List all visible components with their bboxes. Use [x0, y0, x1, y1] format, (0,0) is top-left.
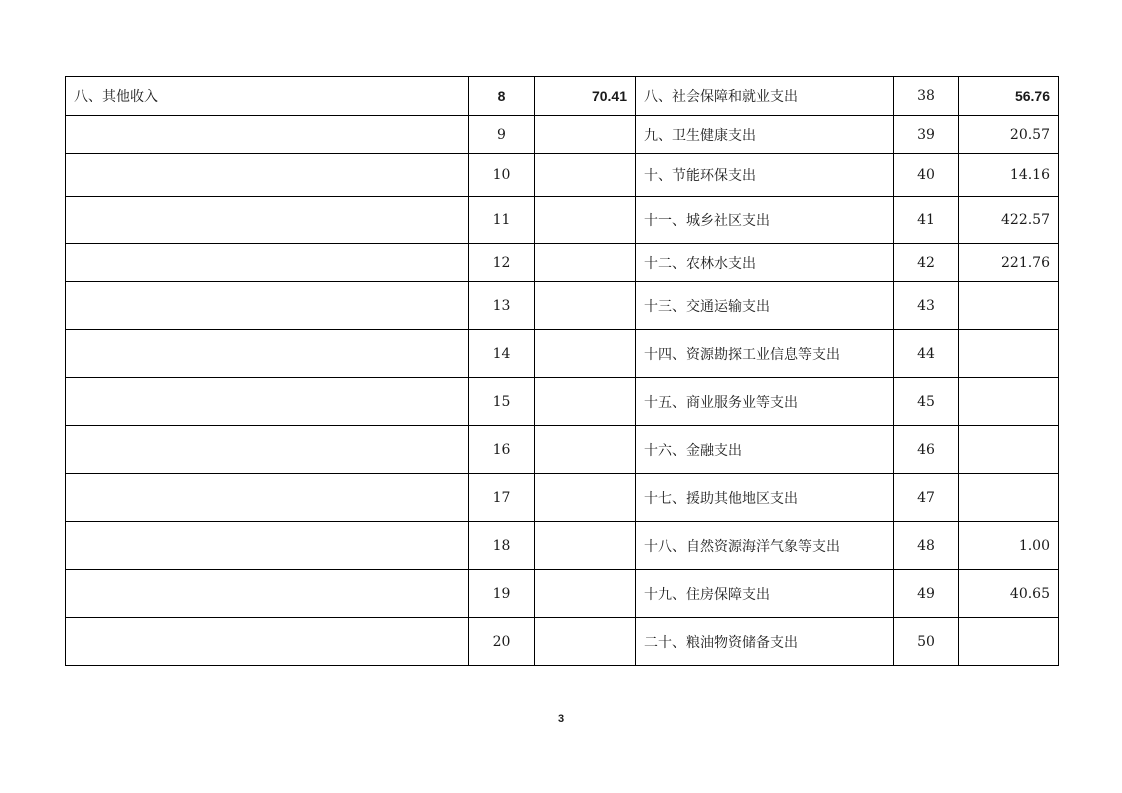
expense-item-name: 十九、住房保障支出 — [636, 570, 894, 618]
income-line-number: 10 — [469, 154, 535, 197]
income-item-name — [66, 426, 469, 474]
income-item-name — [66, 474, 469, 522]
income-amount — [535, 330, 636, 378]
table-row — [66, 154, 1059, 197]
budget-table-body — [66, 77, 1059, 666]
expense-amount: 14.16 — [959, 154, 1059, 197]
expense-line-number: 50 — [894, 618, 959, 666]
expense-item-name: 十五、商业服务业等支出 — [636, 378, 894, 426]
expense-amount: 221.76 — [959, 244, 1059, 282]
expense-line-number: 39 — [894, 116, 959, 154]
table-row — [66, 474, 1059, 522]
expense-amount: 20.57 — [959, 116, 1059, 154]
expense-line-number: 44 — [894, 330, 959, 378]
expense-line-number: 49 — [894, 570, 959, 618]
table-row — [66, 330, 1059, 378]
income-line-number: 18 — [469, 522, 535, 570]
income-item-name — [66, 282, 469, 330]
expense-amount — [959, 474, 1059, 522]
expense-item-name: 十六、金融支出 — [636, 426, 894, 474]
income-amount — [535, 282, 636, 330]
income-amount — [535, 570, 636, 618]
expense-item-name: 十二、农林水支出 — [636, 244, 894, 282]
income-item-name — [66, 154, 469, 197]
expense-item-name: 十一、城乡社区支出 — [636, 197, 894, 244]
income-amount — [535, 378, 636, 426]
budget-table — [65, 76, 1059, 666]
income-amount — [535, 474, 636, 522]
income-item-name — [66, 378, 469, 426]
income-line-number: 20 — [469, 618, 535, 666]
income-amount — [535, 522, 636, 570]
income-item-name: 八、其他收入 — [66, 77, 469, 116]
table-row — [66, 77, 1059, 116]
expense-item-name: 九、卫生健康支出 — [636, 116, 894, 154]
income-item-name — [66, 330, 469, 378]
income-line-number: 8 — [469, 77, 535, 116]
income-line-number: 19 — [469, 570, 535, 618]
income-item-name — [66, 618, 469, 666]
table-row — [66, 116, 1059, 154]
income-amount — [535, 618, 636, 666]
expense-item-name: 十八、自然资源海洋气象等支出 — [636, 522, 894, 570]
expense-line-number: 42 — [894, 244, 959, 282]
expense-item-name: 十四、资源勘探工业信息等支出 — [636, 330, 894, 378]
expense-amount — [959, 426, 1059, 474]
page-number: 3 — [557, 713, 565, 725]
income-line-number: 9 — [469, 116, 535, 154]
table-row — [66, 618, 1059, 666]
expense-line-number: 46 — [894, 426, 959, 474]
table-row — [66, 426, 1059, 474]
expense-amount: 1.00 — [959, 522, 1059, 570]
expense-amount — [959, 618, 1059, 666]
expense-line-number: 38 — [894, 77, 959, 116]
income-amount — [535, 197, 636, 244]
income-item-name — [66, 522, 469, 570]
expense-line-number: 48 — [894, 522, 959, 570]
table-row — [66, 197, 1059, 244]
income-line-number: 15 — [469, 378, 535, 426]
income-line-number: 16 — [469, 426, 535, 474]
expense-line-number: 45 — [894, 378, 959, 426]
income-amount — [535, 244, 636, 282]
table-row — [66, 570, 1059, 618]
expense-item-name: 八、社会保障和就业支出 — [636, 77, 894, 116]
expense-line-number: 40 — [894, 154, 959, 197]
expense-amount: 56.76 — [959, 77, 1059, 116]
income-item-name — [66, 570, 469, 618]
income-line-number: 12 — [469, 244, 535, 282]
income-amount — [535, 426, 636, 474]
income-amount — [535, 116, 636, 154]
income-amount: 70.41 — [535, 77, 636, 116]
income-item-name — [66, 116, 469, 154]
income-line-number: 13 — [469, 282, 535, 330]
income-amount — [535, 154, 636, 197]
expense-amount — [959, 330, 1059, 378]
table-row — [66, 244, 1059, 282]
expense-line-number: 47 — [894, 474, 959, 522]
expense-item-name: 二十、粮油物资储备支出 — [636, 618, 894, 666]
table-row — [66, 282, 1059, 330]
table-row — [66, 378, 1059, 426]
expense-item-name: 十七、援助其他地区支出 — [636, 474, 894, 522]
table-row — [66, 522, 1059, 570]
expense-amount: 40.65 — [959, 570, 1059, 618]
income-item-name — [66, 197, 469, 244]
expense-amount — [959, 378, 1059, 426]
expense-item-name: 十、节能环保支出 — [636, 154, 894, 197]
income-line-number: 14 — [469, 330, 535, 378]
income-line-number: 17 — [469, 474, 535, 522]
income-line-number: 11 — [469, 197, 535, 244]
expense-amount — [959, 282, 1059, 330]
expense-line-number: 41 — [894, 197, 959, 244]
expense-line-number: 43 — [894, 282, 959, 330]
income-item-name — [66, 244, 469, 282]
expense-item-name: 十三、交通运输支出 — [636, 282, 894, 330]
expense-amount: 422.57 — [959, 197, 1059, 244]
